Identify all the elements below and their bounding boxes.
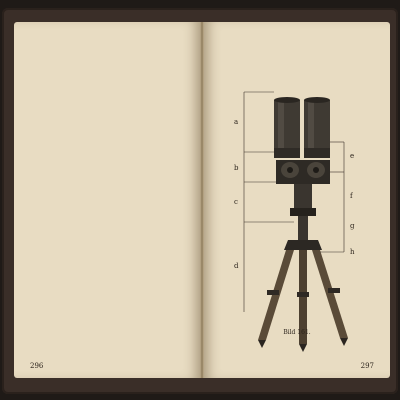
label-e: e — [350, 152, 355, 160]
label-h: h — [350, 248, 355, 256]
label-b: b — [234, 164, 239, 172]
left-page — [14, 22, 200, 378]
left-page-body-text — [30, 70, 186, 360]
label-g: g — [350, 222, 355, 230]
label-f: f — [350, 192, 353, 200]
right-page — [204, 22, 390, 378]
telescope-right-tube — [304, 100, 330, 154]
label-d: d — [234, 262, 239, 270]
tripod-leg-right — [312, 250, 348, 338]
left-page-text-block — [30, 70, 186, 360]
left-page-number: 296 — [30, 362, 44, 370]
label-a: a — [234, 118, 239, 126]
book — [2, 8, 398, 394]
telescope-left-tube — [274, 100, 300, 154]
figure-number: Bild 161. — [283, 329, 311, 336]
right-page-number: 297 — [360, 362, 374, 370]
scissors-telescope-illustration — [204, 22, 390, 378]
label-c: c — [234, 198, 238, 206]
